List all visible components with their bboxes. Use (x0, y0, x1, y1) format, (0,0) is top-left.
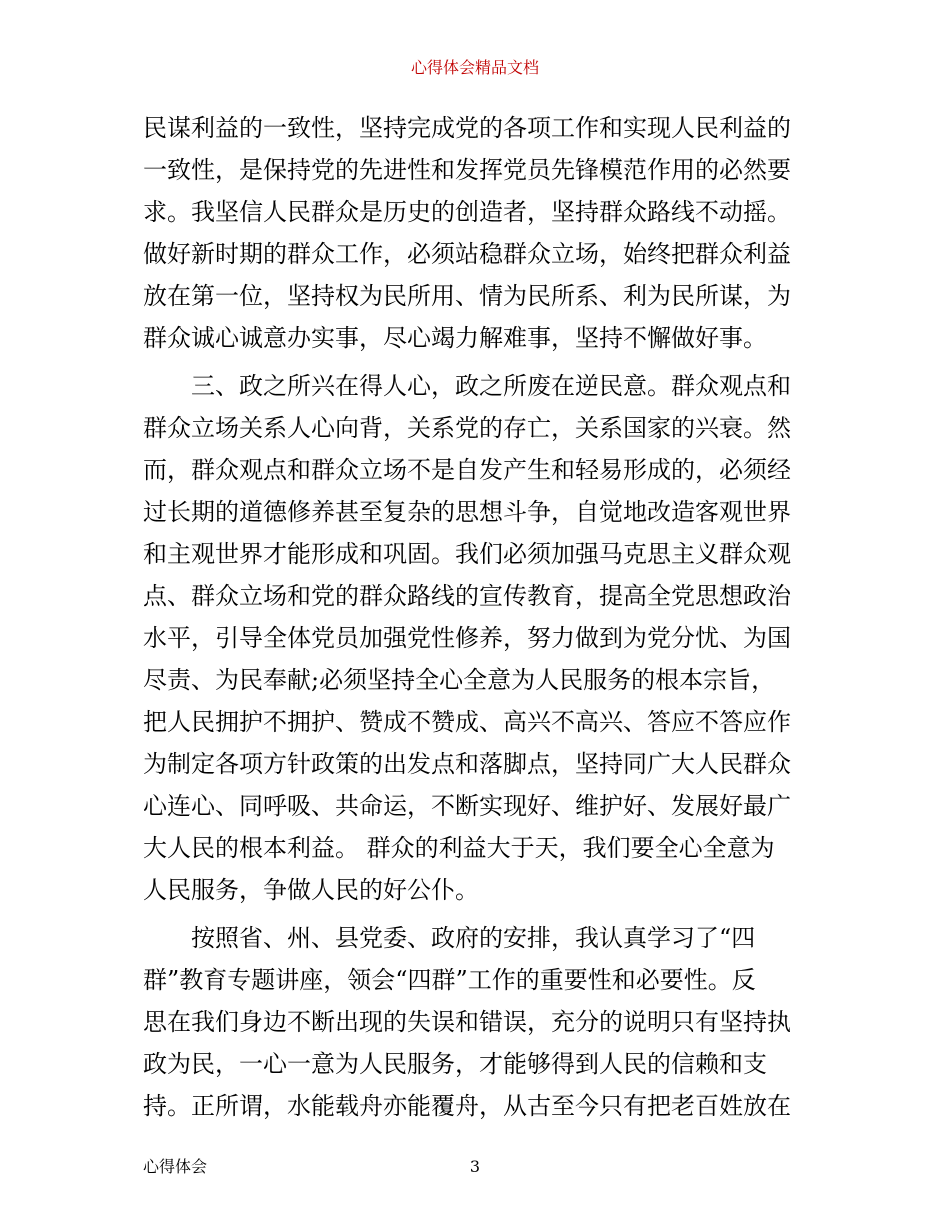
text-line: 政为民，一心一意为人民服务，才能够得到人民的信赖和支 (143, 1050, 767, 1078)
text-line: 放在第一位，坚持权为民所用、情为民所系、利为民所谋，为 (143, 282, 791, 310)
paragraph (143, 107, 815, 359)
document-body (143, 107, 815, 1127)
text-line: 群众立场关系人心向背，关系党的存亡，关系国家的兴衰。然 (143, 414, 791, 442)
text-line: 和主观世界才能形成和巩固。我们必须加强马克思主义群众观 (143, 540, 791, 568)
text-line: 持。正所谓，水能载舟亦能覆舟，从古至今只有把老百姓放在 (143, 1092, 791, 1120)
text-line: 人民服务，争做人民的好公仆。 (143, 876, 479, 904)
page-header-title: 心得体会精品文档 (410, 58, 539, 77)
text-line: 尽责、为民奉献;必须坚持全心全意为人民服务的根本宗旨， (143, 666, 776, 694)
footer-label: 心得体会 (143, 1157, 208, 1176)
text-line: 水平，引导全体党员加强党性修养，努力做到为党分忧、为国 (143, 624, 791, 652)
text-line: 大人民的根本利益。 群众的利益大于天，我们要全心全意为 (143, 834, 775, 862)
text-line: 按照省、州、县党委、政府的安排，我认真学习了“四 (191, 924, 756, 952)
text-line: 把人民拥护不拥护、赞成不赞成、高兴不高兴、答应不答应作 (143, 708, 791, 736)
text-line: 点、群众立场和党的群众路线的宣传教育，提高全党思想政治 (143, 582, 791, 610)
text-line: 而，群众观点和群众立场不是自发产生和轻易形成的，必须经 (143, 456, 791, 484)
text-line: 求。我坚信人民群众是历史的创造者，坚持群众路线不动摇。 (143, 198, 791, 226)
text-line: 群众诚心诚意办实事，尽心竭力解难事，坚持不懈做好事。 (143, 324, 767, 352)
text-line: 做好新时期的群众工作，必须站稳群众立场，始终把群众利益 (143, 240, 791, 268)
text-line: 思在我们身边不断出现的失误和错误，充分的说明只有坚持执 (143, 1008, 791, 1036)
text-line: 民谋利益的一致性，坚持完成党的各项工作和实现人民利益的 (143, 114, 791, 142)
text-line: 心连心、同呼吸、共命运，不断实现好、维护好、发展好最广 (143, 792, 791, 820)
page-number: 3 (469, 1157, 481, 1176)
text-line: 三、政之所兴在得人心，政之所废在逆民意。群众观点和 (191, 372, 791, 400)
text-line: 一致性，是保持党的先进性和发挥党员先锋模范作用的必然要 (143, 156, 791, 184)
paragraph (143, 365, 815, 911)
text-line: 过长期的道德修养甚至复杂的思想斗争，自觉地改造客观世界 (143, 498, 791, 526)
paragraph (143, 917, 815, 1127)
text-line: 群”教育专题讲座，领会“四群”工作的重要性和必要性。反 (143, 966, 756, 994)
text-line: 为制定各项方针政策的出发点和落脚点，坚持同广大人民群众 (143, 750, 791, 778)
